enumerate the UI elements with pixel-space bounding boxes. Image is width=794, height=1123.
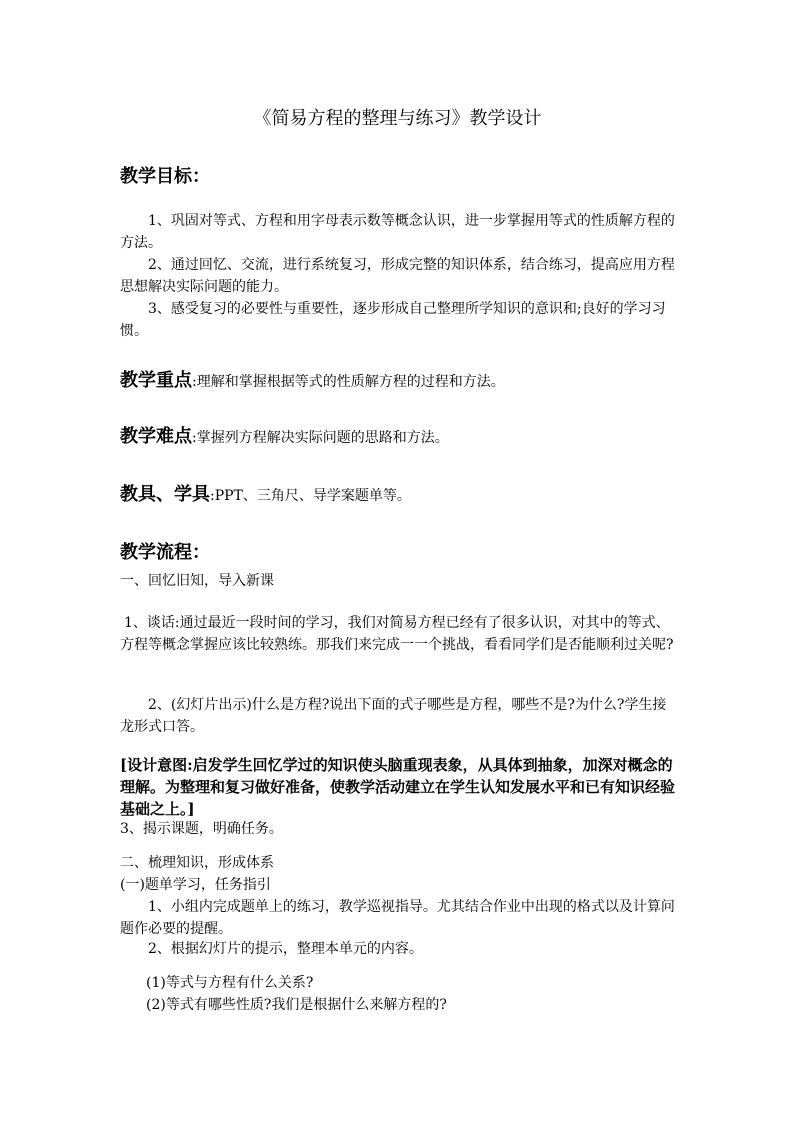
tools-text: PPT、三角尺、导学案题单等。 xyxy=(214,488,411,504)
document-title: 《简易方程的整理与练习》教学设计 xyxy=(253,108,542,129)
difficulty-label: 教学难点 xyxy=(120,426,192,447)
tools-label: 教具、学具 xyxy=(120,484,210,505)
difficulty-line: 教学难点:掌握列方程解决实际问题的思路和方法。 xyxy=(120,426,449,447)
tools-line: 教具、学具:PPT、三角尺、导学案题单等。 xyxy=(120,484,411,505)
section2-heading: 二、梳理知识，形成体系 xyxy=(120,855,274,871)
goal-item-3: 3、感受复习的必要性与重要性，逐步形成自己整理所学知识的意识和;良好的学习习惯。 xyxy=(120,301,666,339)
section1-paragraph-3: 3、揭示课题，明确任务。 xyxy=(120,821,283,837)
process-heading: 教学流程： xyxy=(120,542,210,563)
section2-subheading: (一)题单学习，任务指引 xyxy=(120,877,271,893)
goals-heading: 教学目标： xyxy=(120,166,210,187)
question-1: (1)等式与方程有什么关系? xyxy=(146,975,314,991)
question-2: (2)等式有哪些性质?我们是根据什么来解方程的? xyxy=(146,997,447,1013)
goal-item-1: 1、巩固对等式、方程和用字母表示数等概念认识，进一步掌握用等式的性质解方程的方法。 xyxy=(120,213,675,251)
document-page xyxy=(120,0,675,1123)
goal-item-2: 2、通过回忆、交流，进行系统复习，形成完整的知识体系，结合练习，提高应用方程思想解决实际问题的能力。 xyxy=(120,257,675,295)
section1-heading: 一、回忆旧知，导入新课 xyxy=(120,573,274,589)
section1-paragraph-2: 2、(幻灯片出示)什么是方程?说出下面的式子哪些是方程，哪些不是?为什么?学生接龙形式口答。 xyxy=(120,697,667,735)
key-point-text: 理解和掌握根据等式的性质解方程的过程和方法。 xyxy=(196,374,505,390)
key-point-line: 教学重点:理解和掌握根据等式的性质解方程的过程和方法。 xyxy=(120,370,505,391)
design-intent: [设计意图:启发学生回忆学过的知识使头脑重现表象，从具体到抽象，加深对概念的理解。为整理和复习做好准备，使教学活动建立在学生认知发展水平和已有知识经验基础之上。] xyxy=(120,756,676,818)
section2-paragraph-2: 2、根据幻灯片的提示，整理本单元的内容。 xyxy=(148,941,423,957)
key-point-label: 教学重点 xyxy=(120,370,192,391)
section1-paragraph-1: 1、谈话:通过最近一段时间的学习，我们对简易方程已经有了很多认识，对其中的等式、方程等概念掌握应该比较熟练。那我们来完成一一个挑战，看看同学们是否能顺利过关呢? xyxy=(120,615,674,653)
section2-paragraph-1: 1、小组内完成题单上的练习，教学巡视指导。尤其结合作业中出现的格式以及计算问题作必要的提醒。 xyxy=(120,899,675,937)
difficulty-text: 掌握列方程解决实际问题的思路和方法。 xyxy=(196,430,449,446)
